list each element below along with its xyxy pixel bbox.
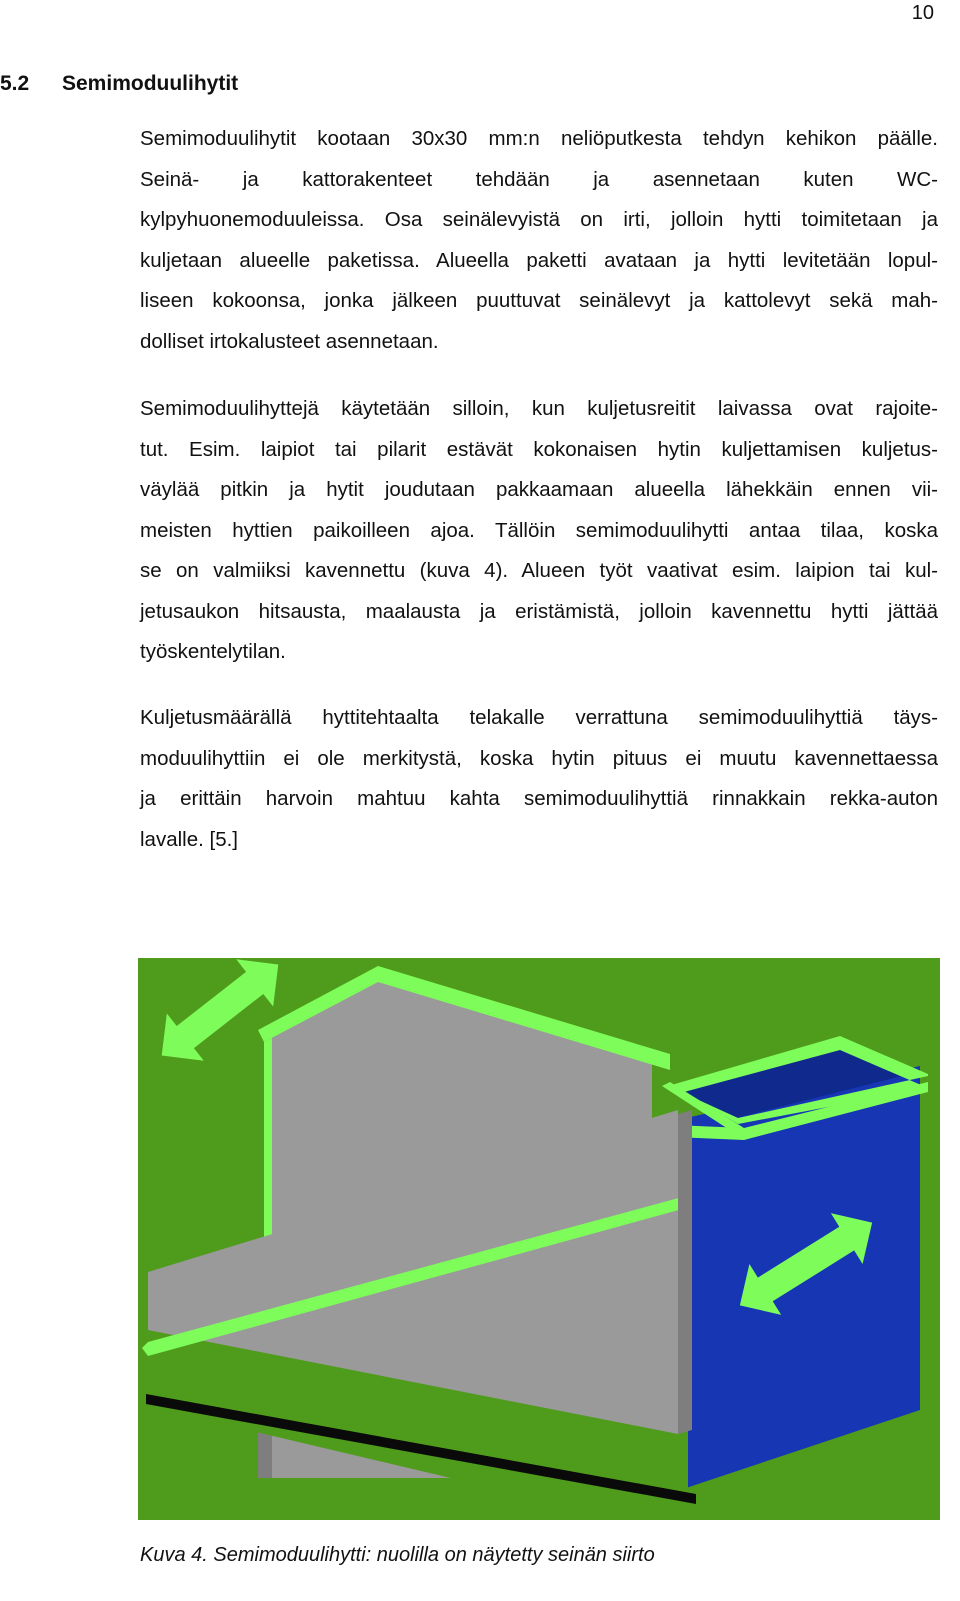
paragraph-line: ja erittäin harvoin mahtuu kahta semimoduulihyttiä rinnakkain rekka-auton <box>140 787 938 810</box>
front-wall-edge <box>678 1110 692 1434</box>
paragraph-line: Kuljetusmäärällä hyttitehtaalta telakalle verrattuna semimoduulihyttiä täys- <box>140 706 938 729</box>
paragraph-line: lavalle. [5.] <box>140 827 238 851</box>
section-title: Semimoduulihytit <box>62 72 239 95</box>
paragraph-line: Semimoduulihytit kootaan 30x30 mm:n neliöputkesta tehdyn kehikon päälle. <box>140 127 938 150</box>
paragraph-line: meisten hyttien paikoilleen ajoa. Tällöin semimoduulihytti antaa tilaa, koska <box>140 518 938 542</box>
paragraph-line: se on valmiiksi kavennettu (kuva 4). Alueen työt vaativat esim. laipion tai kul- <box>140 559 938 582</box>
paragraph-line: tut. Esim. laipiot tai pilarit estävät kokonaisen hytin kuljettamisen kuljetus- <box>140 437 938 461</box>
paragraph-1 <box>140 119 938 362</box>
page-number: 10 <box>911 2 934 24</box>
paragraph-line: työskentelytilan. <box>140 640 286 663</box>
figure-illustration <box>138 958 940 1520</box>
paragraph-line: Semimoduulihyttejä käytetään silloin, kun kuljetusreitit laivassa ovat rajoite- <box>140 397 938 420</box>
paragraph-line: jetusaukon hitsausta, maalausta ja eristämistä, jolloin kavennettu hytti jättää <box>140 599 938 623</box>
section-heading <box>0 72 238 96</box>
paragraph-line: väylää pitkin ja hytit joudutaan pakkaamaan alueella lähekkäin ennen vii- <box>140 478 938 501</box>
figure-semimodule-cabin <box>138 958 940 1520</box>
paragraph-line: kuljetaan alueelle paketissa. Alueella paketti avataan ja hytti levitetään lopul- <box>140 248 938 272</box>
paragraph-line: kylpyhuonemoduuleissa. Osa seinälevyistä on irti, jolloin hytti toimitetaan ja <box>140 208 938 231</box>
paragraph-line: liseen kokoonsa, jonka jälkeen puuttuvat seinälevyt ja kattolevyt sekä mah- <box>140 289 938 312</box>
paragraph-line: dolliset irtokalusteet asennetaan. <box>140 329 439 353</box>
figure-caption: Kuva 4. Semimoduulihytti: nuolilla on näytetty seinän siirto <box>140 1544 655 1566</box>
paragraph-line: moduulihyttiin ei ole merkitystä, koska hytin pituus ei muutu kavennettaessa <box>140 746 938 770</box>
paragraph-line: Seinä- ja kattorakenteet tehdään ja asennetaan kuten WC- <box>140 167 938 191</box>
section-number: 5.2 <box>0 72 30 95</box>
paragraph-2 <box>140 389 938 673</box>
paragraph-3 <box>140 698 938 860</box>
